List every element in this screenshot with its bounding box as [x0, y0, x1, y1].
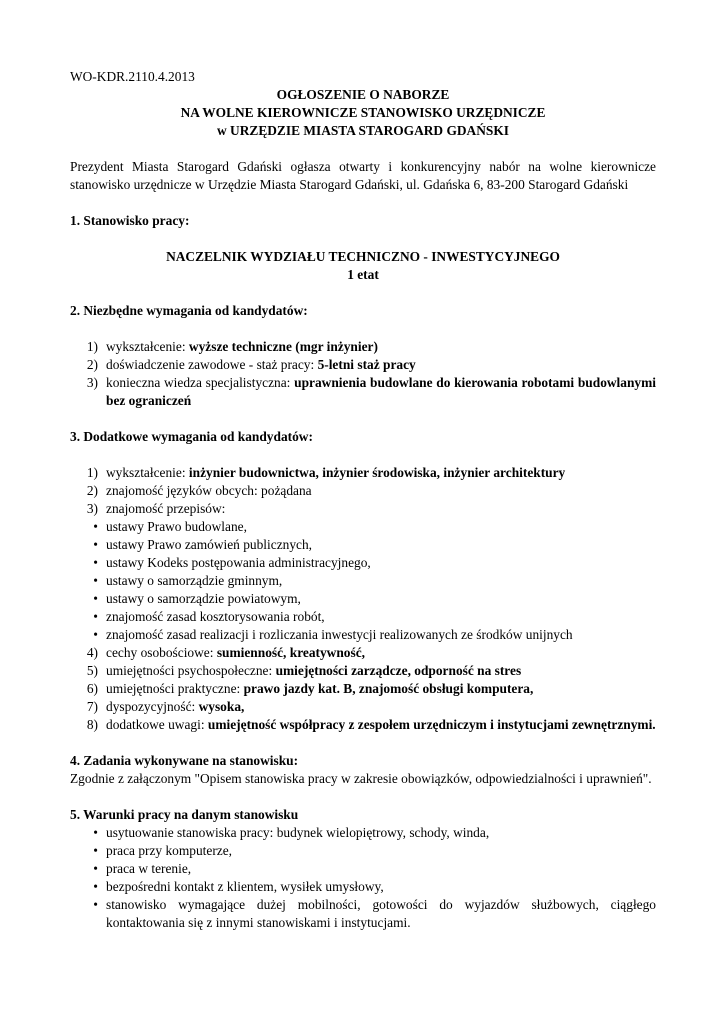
- conditions-list: [70, 824, 656, 932]
- position-etat: 1 etat: [347, 267, 379, 282]
- condition-item: [70, 878, 656, 896]
- list-item-value: sumienność, kreatywność,: [216, 645, 366, 660]
- required-list: [70, 338, 656, 410]
- section-5-heading: 5. Warunki pracy na danym stanowisku: [70, 807, 299, 822]
- list-marker: •: [93, 573, 98, 588]
- list-marker: •: [93, 537, 98, 552]
- list-item-text: usytuowanie stanowiska pracy: budynek wielopiętrowy, schody, winda,: [106, 825, 490, 840]
- additional-item: [70, 482, 656, 500]
- list-item-label: cechy osobościowe:: [106, 645, 217, 660]
- condition-item: [70, 842, 656, 860]
- list-item-value: uprawnienia budowlane do kierowania robotami budowlanymi bez ograniczeń: [106, 375, 656, 408]
- list-item-label: dyspozycyjność:: [106, 699, 199, 714]
- list-marker: •: [93, 879, 98, 894]
- list-marker: •: [93, 897, 98, 912]
- list-marker: •: [93, 609, 98, 624]
- condition-item: [70, 896, 656, 932]
- list-item-text: stanowisko wymagające dużej mobilności, gotowości do wyjazdów służbowych, ciągłego kontaktowania się z innymi stanowiskami i instytucjami.: [106, 897, 656, 930]
- title-line-3: w URZĘDZIE MIASTA STAROGARD GDAŃSKI: [217, 123, 509, 138]
- required-item: [70, 338, 656, 356]
- list-item-text: praca przy komputerze,: [106, 843, 233, 858]
- list-item-label: znajomość zasad kosztorysowania robót,: [106, 609, 325, 624]
- section-2-heading: 2. Niezbędne wymagania od kandydatów:: [70, 303, 308, 318]
- additional-item: [70, 644, 656, 662]
- list-marker: 2): [86, 357, 98, 372]
- section-4-heading: 4. Zadania wykonywane na stanowisku:: [70, 753, 299, 768]
- title-line-2: NA WOLNE KIEROWNICZE STANOWISKO URZĘDNICZE: [180, 105, 546, 120]
- additional-item: [70, 716, 656, 734]
- list-marker: 3): [86, 375, 98, 390]
- list-marker: 8): [86, 717, 98, 732]
- additional-item: [70, 500, 656, 518]
- list-item-value: wyższe techniczne (mgr inżynier): [188, 339, 378, 354]
- list-item-value: inżynier budownictwa, inżynier środowiska, inżynier architektury: [188, 465, 566, 480]
- list-marker: •: [93, 627, 98, 642]
- reference-number: WO-KDR.2110.4.2013: [70, 69, 195, 84]
- additional-item: [70, 518, 656, 536]
- additional-item: [70, 608, 656, 626]
- list-marker: •: [93, 519, 98, 534]
- section-1-heading: 1. Stanowisko pracy:: [70, 213, 190, 228]
- required-item: [70, 356, 656, 374]
- list-marker: 2): [86, 483, 98, 498]
- section-4-text: Zgodnie z załączonym "Opisem stanowiska pracy w zakresie obowiązków, odpowiedzialności i uprawnień".: [70, 771, 652, 786]
- list-marker: •: [93, 843, 98, 858]
- list-item-label: ustawy Prawo budowlane,: [106, 519, 247, 534]
- list-item-value: umiejętności zarządcze, odporność na stres: [275, 663, 522, 678]
- list-item-label: ustawy o samorządzie powiatowym,: [106, 591, 301, 606]
- list-marker: •: [93, 555, 98, 570]
- additional-item: [70, 626, 656, 644]
- additional-item: [70, 572, 656, 590]
- list-item-label: ustawy o samorządzie gminnym,: [106, 573, 283, 588]
- condition-item: [70, 824, 656, 842]
- position-title: NACZELNIK WYDZIAŁU TECHNICZNO - INWESTYCYJNEGO: [166, 249, 560, 264]
- list-marker: 6): [86, 681, 98, 696]
- additional-item: [70, 464, 656, 482]
- list-item-value: 5-letni staż pracy: [317, 357, 416, 372]
- additional-item: [70, 590, 656, 608]
- list-item-label: ustawy Prawo zamówień publicznych,: [106, 537, 313, 552]
- list-item-label: znajomość zasad realizacji i rozliczania inwestycji realizowanych ze środków unijnych: [106, 627, 573, 642]
- title-line-1: OGŁOSZENIE O NABORZE: [276, 87, 450, 102]
- additional-item: [70, 536, 656, 554]
- list-marker: 1): [86, 339, 98, 354]
- additional-list: [70, 464, 656, 734]
- list-item-label: znajomość przepisów:: [106, 501, 226, 516]
- list-marker: 7): [86, 699, 98, 714]
- list-item-label: ustawy Kodeks postępowania administracyjnego,: [106, 555, 371, 570]
- additional-item: [70, 554, 656, 572]
- list-item-label: wykształcenie:: [106, 465, 189, 480]
- list-item-label: doświadczenie zawodowe - staż pracy:: [106, 357, 318, 372]
- list-marker: •: [93, 825, 98, 840]
- list-item-value: wysoka,: [198, 699, 245, 714]
- list-item-label: znajomość języków obcych: pożądana: [106, 483, 312, 498]
- list-marker: •: [93, 861, 98, 876]
- list-item-label: umiejętności psychospołeczne:: [106, 663, 276, 678]
- list-marker: 1): [86, 465, 98, 480]
- additional-item: [70, 698, 656, 716]
- list-item-value: umiejętność współpracy z zespołem urzędniczym i instytucjami zewnętrznymi.: [207, 717, 656, 732]
- section-3-heading: 3. Dodatkowe wymagania od kandydatów:: [70, 429, 313, 444]
- list-item-label: konieczna wiedza specjalistyczna:: [106, 375, 295, 390]
- list-marker: 3): [86, 501, 98, 516]
- list-item-label: wykształcenie:: [106, 339, 189, 354]
- additional-item: [70, 680, 656, 698]
- list-item-value: prawo jazdy kat. B, znajomość obsługi komputera,: [243, 681, 534, 696]
- list-marker: •: [93, 591, 98, 606]
- intro-paragraph: Prezydent Miasta Starogard Gdański ogłasza otwarty i konkurencyjny nabór na wolne kierownicze stanowisko urzędnicze w Urzędzie Miasta Starogard Gdański, ul. Gdańska 6, 83-200 Starogard Gdański: [70, 159, 656, 192]
- list-item-text: bezpośredni kontakt z klientem, wysiłek umysłowy,: [106, 879, 384, 894]
- required-item: [70, 374, 656, 410]
- list-marker: 5): [86, 663, 98, 678]
- condition-item: [70, 860, 656, 878]
- list-item-label: umiejętności praktyczne:: [106, 681, 244, 696]
- list-marker: 4): [86, 645, 98, 660]
- list-item-text: praca w terenie,: [106, 861, 192, 876]
- list-item-label: dodatkowe uwagi:: [106, 717, 208, 732]
- additional-item: [70, 662, 656, 680]
